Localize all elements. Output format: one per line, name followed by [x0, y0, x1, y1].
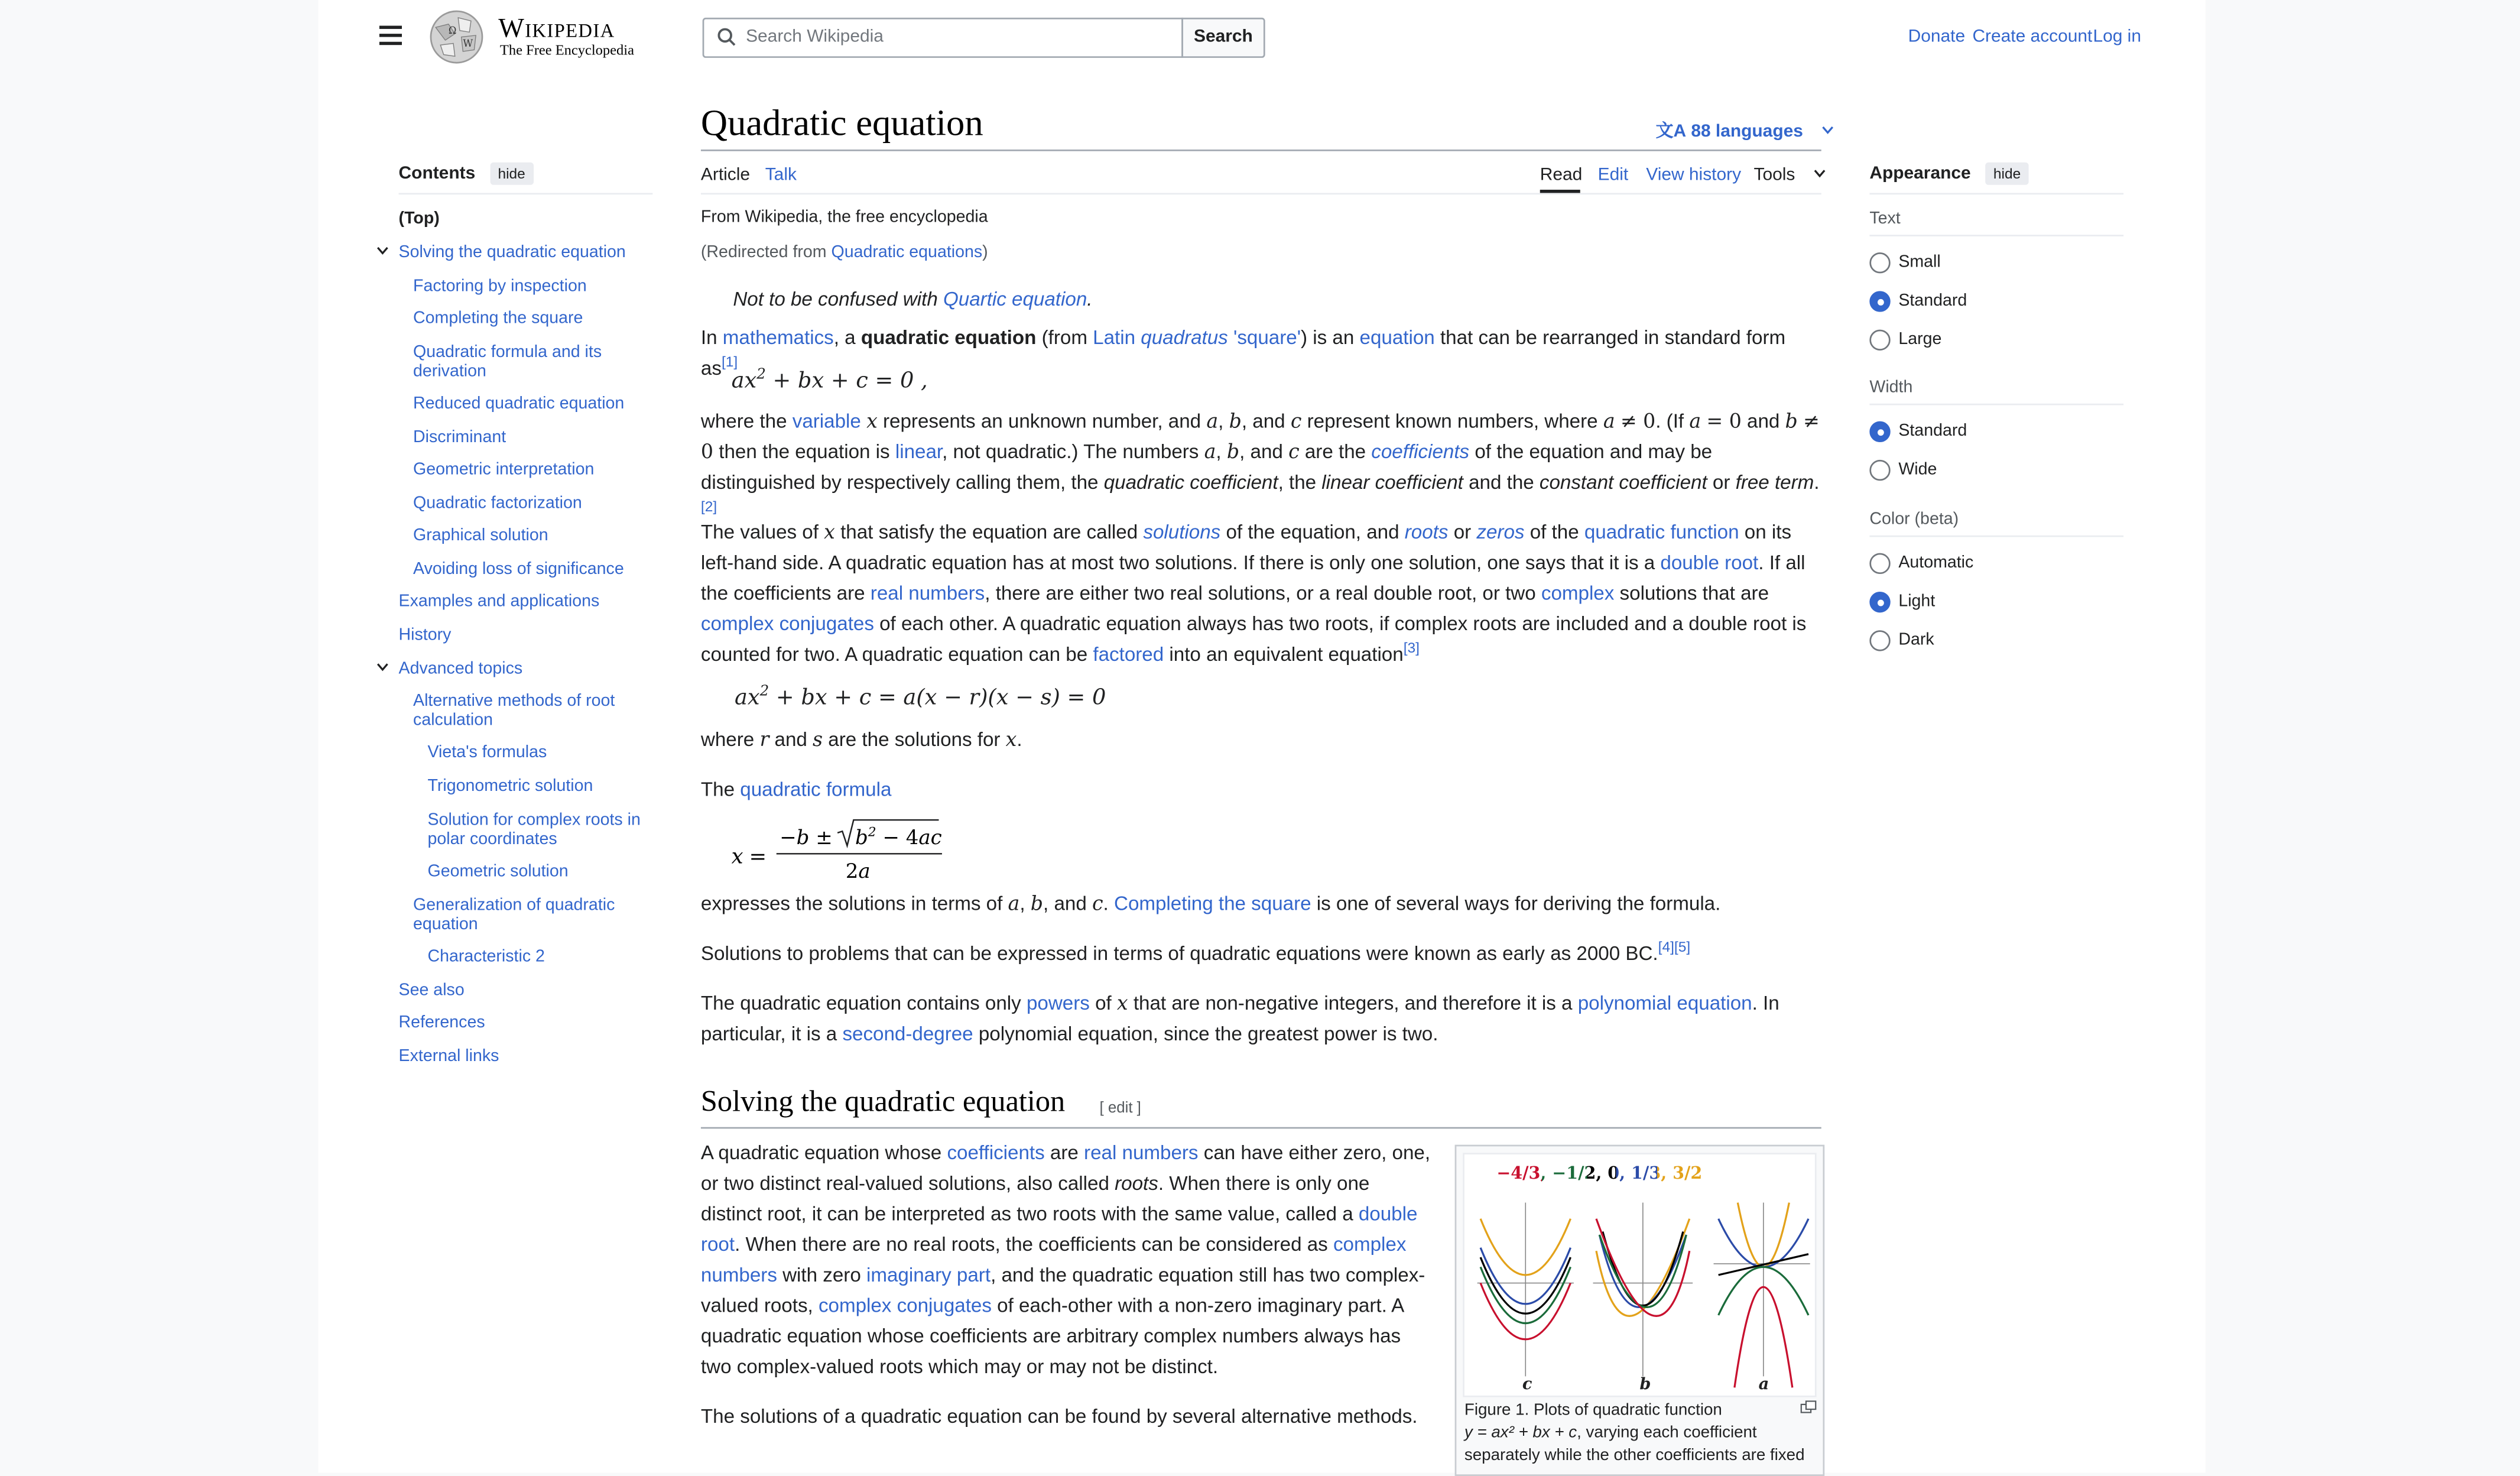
- radio-label: Dark: [1898, 630, 1934, 650]
- redirect-link[interactable]: Quadratic equations: [831, 242, 983, 262]
- chevron-down-icon[interactable]: [376, 661, 389, 674]
- appearance-heading: [1869, 164, 2028, 183]
- caption-equation: y = ax² + bx + c: [1464, 1424, 1577, 1442]
- radio-circle[interactable]: [1869, 460, 1890, 481]
- log-in-link[interactable]: Log in: [2093, 27, 2141, 47]
- link[interactable]: equation: [1359, 326, 1435, 349]
- figure-plots: [1464, 1154, 1815, 1396]
- svg-text:2a: 2a: [845, 859, 871, 884]
- reference[interactable]: [2]: [700, 498, 717, 515]
- toc-item[interactable]: References: [398, 1013, 485, 1033]
- radio-label: Light: [1898, 591, 1936, 611]
- color-label: Color (beta): [1869, 510, 1959, 529]
- link[interactable]: double root: [1660, 551, 1759, 575]
- paragraph: expresses the solutions in terms of a, b, and c. Completing the square is one of several ways for deriving the formula.: [700, 892, 1721, 915]
- text-size-label: Text: [1869, 209, 1901, 229]
- link[interactable]: roots: [1404, 521, 1449, 544]
- figure-axis-label: c: [1522, 1376, 1532, 1394]
- radio-circle[interactable]: [1869, 291, 1890, 312]
- link[interactable]: zeros: [1476, 521, 1525, 544]
- equation-standard-form: $ax^2$ + bx + c = 0 ,: [731, 367, 928, 394]
- divider: [701, 150, 1821, 151]
- radio-circle[interactable]: [1869, 330, 1890, 351]
- svg-text:−b ±: −b ±: [780, 826, 833, 849]
- figure-caption: [1464, 1400, 1818, 1468]
- search-icon: [717, 27, 736, 47]
- wikipedia-globe-icon[interactable]: [426, 8, 487, 66]
- paragraph: The quadratic equation contains only powers of x that are non-negative integers, and therefore it is a polynomial equation. In particular, it is a second-degree polynomial equation, since the greatest power is two.: [700, 992, 1779, 1045]
- search-placeholder: Search Wikipedia: [746, 27, 884, 47]
- toc-item[interactable]: Geometric solution: [427, 861, 569, 881]
- tools-label: Tools: [1753, 166, 1795, 185]
- radio-circle[interactable]: [1869, 252, 1890, 273]
- paragraph: A quadratic equation whose coefficients are real numbers can have either zero, one, or two distinct real-valued solutions, also called roots. When there is only one distinct root, it can be interpreted as two roots with the same value, called a double root. When there are no real roots, the coefficients can be considered as complex numbers with zero imaginary part, and the quadratic equation still has two complex-valued roots, complex conjugates of each-other with a non-zero imaginary part. A quadratic equation whose coefficients are arbitrary complex numbers always has two complex-valued roots which may or may not be distinct.: [700, 1141, 1431, 1378]
- toc-item[interactable]: Reduced quadratic equation: [413, 394, 625, 414]
- link[interactable]: complex conjugates: [700, 612, 874, 635]
- toc-item[interactable]: Graphical solution: [413, 525, 548, 546]
- link[interactable]: Completing the square: [1114, 892, 1311, 915]
- toc-item[interactable]: Examples and applications: [398, 591, 600, 611]
- figure-image[interactable]: [1463, 1153, 1816, 1397]
- paragraph: where the variable x represents an unknown number, and a, b, and c represent known numbers, where a ≠ 0. (If a = 0 and b ≠ 0 then the equation is linear, not quadratic.) The numbers a, b, and c are the coefficients of the equation and may be distinguished by respectively calling them, the quadratic coefficient, the linear coefficient and the constant coefficient or free term.[2]: [700, 410, 1820, 515]
- figure-axis-label: b: [1639, 1376, 1651, 1394]
- toc-item[interactable]: Quadratic factorization: [413, 494, 582, 513]
- toc-item[interactable]: Quadratic formula and its derivation: [413, 342, 602, 381]
- language-count: 88 languages: [1691, 122, 1803, 142]
- toc-item[interactable]: Solution for complex roots in polar coordinates: [427, 810, 641, 849]
- appearance-hide-button[interactable]: hide: [1985, 163, 2028, 185]
- paragraph: In mathematics, a quadratic equation (from Latin quadratus 'square') is an equation that can be rearranged in standard form as[1]: [700, 326, 1786, 379]
- link[interactable]: complex conjugates: [818, 1294, 992, 1317]
- translate-icon: 文A: [1655, 122, 1687, 142]
- wordmark[interactable]: Wikipedia: [498, 12, 615, 44]
- radio-label: Standard: [1898, 291, 1967, 310]
- toc-item[interactable]: External links: [398, 1046, 499, 1066]
- redirect-suffix: ): [982, 242, 988, 262]
- link[interactable]: linear: [895, 440, 943, 463]
- svg-text:Ω: Ω: [448, 25, 457, 37]
- toc-item-top[interactable]: (Top): [398, 209, 440, 229]
- caption-prefix: Figure 1. Plots of quadratic function: [1464, 1402, 1722, 1420]
- tab-view-history[interactable]: View history: [1646, 166, 1742, 185]
- link[interactable]: mathematics: [722, 326, 834, 349]
- toc-item[interactable]: History: [398, 625, 452, 645]
- link[interactable]: powers: [1026, 992, 1090, 1015]
- paragraph: The solutions of a quadratic equation can be found by several alternative methods.: [700, 1405, 1418, 1428]
- reference[interactable]: [4][5]: [1658, 939, 1691, 955]
- toc-item[interactable]: Completing the square: [413, 309, 583, 328]
- section-edit-link[interactable]: [ edit ]: [1099, 1099, 1141, 1118]
- link[interactable]: real numbers: [1084, 1141, 1199, 1164]
- link[interactable]: imaginary part: [866, 1263, 991, 1286]
- tools-menu[interactable]: [1754, 166, 1826, 185]
- create-account-link[interactable]: Create account: [1972, 27, 2093, 47]
- active-tab-indicator: [1540, 190, 1580, 193]
- site-sub: From Wikipedia, the free encyclopedia: [700, 207, 988, 227]
- toc-item[interactable]: Geometric interpretation: [413, 459, 595, 479]
- link[interactable]: 'square': [1233, 326, 1301, 349]
- equation-quadratic-formula: [726, 817, 952, 888]
- divider: [1869, 235, 2123, 236]
- svg-text:x: x: [731, 844, 743, 869]
- tab-article[interactable]: Article: [700, 166, 751, 185]
- search-input[interactable]: [703, 18, 1183, 58]
- divider: [1869, 536, 2123, 537]
- link[interactable]: coefficients: [947, 1141, 1045, 1164]
- paragraph: Solutions to problems that can be expressed in terms of quadratic equations were known as early as 2000 BC.[4][5]: [700, 939, 1691, 965]
- link[interactable]: double root: [700, 1202, 1418, 1256]
- link[interactable]: complex: [1541, 582, 1615, 605]
- search-button[interactable]: Search: [1181, 18, 1265, 58]
- toc-item[interactable]: Advanced topics: [398, 659, 523, 679]
- radio-circle[interactable]: [1869, 553, 1890, 574]
- hatnote: [733, 288, 1092, 310]
- hatnote-suffix: .: [1087, 287, 1093, 310]
- reference[interactable]: [1]: [721, 353, 738, 370]
- toc-item[interactable]: Generalization of quadratic equation: [413, 896, 615, 935]
- link[interactable]: Latin: [1093, 326, 1136, 349]
- toc-item[interactable]: Vieta's formulas: [427, 742, 547, 763]
- link[interactable]: quadratic formula: [740, 778, 892, 801]
- redirect-note: [701, 243, 988, 262]
- link[interactable]: coefficients: [1371, 440, 1470, 463]
- link[interactable]: polynomial equation: [1577, 992, 1752, 1015]
- radio-label: Standard: [1898, 421, 1967, 441]
- radio-circle[interactable]: [1869, 630, 1890, 651]
- width-label: Width: [1869, 378, 1913, 397]
- page-title: Quadratic equation: [700, 103, 983, 144]
- toc-item[interactable]: Avoiding loss of significance: [413, 559, 624, 579]
- main-menu-icon[interactable]: [379, 26, 402, 48]
- toc-item[interactable]: Solving the quadratic equation: [398, 242, 626, 262]
- chevron-down-icon: [1821, 124, 1834, 137]
- redirect-prefix: (Redirected from: [700, 242, 832, 262]
- svg-text:=: =: [749, 844, 767, 869]
- radio-label: Small: [1898, 252, 1941, 272]
- divider: [399, 193, 653, 194]
- link[interactable]: second-degree: [842, 1022, 973, 1045]
- toc-item[interactable]: Characteristic 2: [427, 947, 545, 966]
- radio-label: Wide: [1898, 459, 1937, 479]
- hatnote-prefix: Not to be confused with: [733, 287, 944, 310]
- toc-item[interactable]: See also: [398, 981, 465, 1000]
- toc-item[interactable]: Alternative methods of root calculation: [413, 691, 615, 730]
- tab-edit[interactable]: Edit: [1597, 166, 1629, 185]
- link[interactable]: complex numbers: [700, 1233, 1407, 1286]
- language-button[interactable]: [1656, 118, 1834, 144]
- tab-talk[interactable]: Talk: [765, 166, 797, 185]
- link[interactable]: variable: [792, 410, 861, 433]
- section-heading: Solving the quadratic equation: [700, 1086, 1066, 1120]
- divider: [701, 193, 1821, 194]
- chevron-down-icon[interactable]: [376, 244, 389, 257]
- divider: [1869, 404, 2123, 406]
- divider: [701, 1127, 1821, 1129]
- divider: [1869, 193, 2123, 194]
- paragraph: The values of x that satisfy the equation are called solutions of the equation, and roots or zeros of the quadratic function on its left-hand side. A quadratic equation has at most two solutions. If there is only one solution, one says that it is a double root. If all the coefficients are real numbers, there are either two real solutions, or a real double root, or two complex solutions that are complex conjugates of each other. A quadratic equation always has two roots, if complex roots are included and a double root is counted for two. A quadratic equation can be factored into an equivalent equation[3]: [700, 521, 1807, 666]
- equation-factored: $ax^2$ + bx + c = a(x − r)(x − s) = 0: [735, 684, 1106, 711]
- radio-label: Large: [1898, 329, 1942, 349]
- link[interactable]: real numbers: [870, 582, 985, 605]
- radio-label: Automatic: [1898, 553, 1974, 573]
- radio-circle[interactable]: [1869, 592, 1890, 612]
- tagline: The Free Encyclopedia: [499, 41, 634, 58]
- toc-hide-button[interactable]: hide: [490, 163, 533, 185]
- paragraph: The quadratic formula: [700, 778, 892, 801]
- reference[interactable]: [3]: [1403, 640, 1420, 656]
- hatnote-link[interactable]: Quartic equation: [943, 287, 1087, 310]
- appearance-title: Appearance: [1869, 164, 1971, 184]
- toc-item[interactable]: Discriminant: [413, 427, 506, 447]
- donate-link[interactable]: Donate: [1908, 27, 1966, 47]
- chevron-down-icon: [1813, 167, 1826, 180]
- figure-legend-text: −4/3, −1/2, 0, 1/3, 3/2: [1496, 1164, 1703, 1183]
- link[interactable]: quadratus: [1141, 326, 1228, 349]
- svg-text:b2 − 4ac: $b^2 - 4ac$: [855, 825, 942, 849]
- link[interactable]: solutions: [1143, 521, 1221, 544]
- toc-title: Contents: [398, 164, 476, 184]
- toc-heading: [399, 164, 534, 183]
- radio-circle[interactable]: [1869, 421, 1890, 442]
- figure-axis-label: a: [1758, 1376, 1769, 1394]
- caption-suffix: , varying each coefficient separately while the other coefficients are fixed: [1464, 1424, 1805, 1465]
- link[interactable]: factored: [1093, 643, 1164, 666]
- paragraph: where r and s are the solutions for x.: [700, 728, 1022, 751]
- link[interactable]: quadratic function: [1584, 521, 1739, 544]
- tab-read[interactable]: Read: [1540, 166, 1583, 185]
- toc-item[interactable]: Factoring by inspection: [413, 276, 587, 296]
- svg-text:W: W: [463, 37, 473, 49]
- toc-item[interactable]: Trigonometric solution: [427, 776, 593, 796]
